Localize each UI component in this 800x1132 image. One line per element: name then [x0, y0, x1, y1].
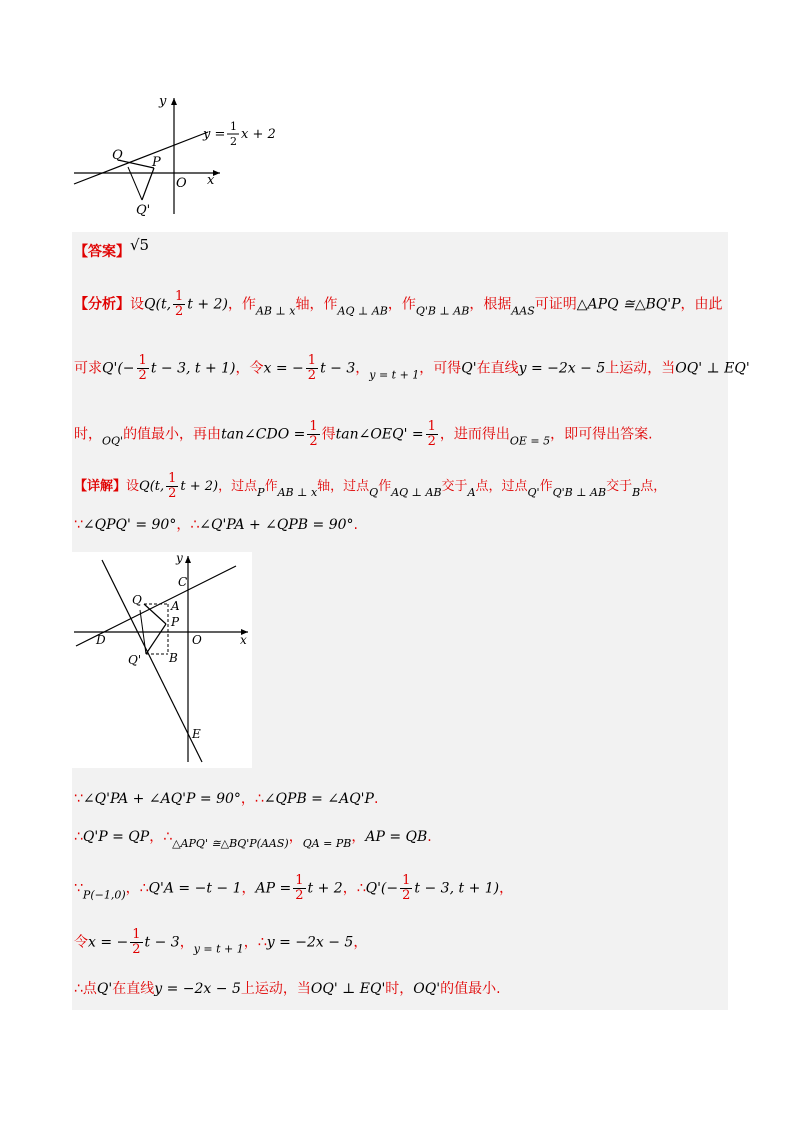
- text: ，即可得出答案.: [550, 426, 653, 443]
- math: OE = 5: [509, 434, 551, 448]
- math: Q'B ⊥ AB: [552, 486, 607, 499]
- y-axis-arrow: [171, 98, 177, 105]
- equation-rhs: x + 2: [241, 127, 276, 142]
- text: ，: [288, 829, 303, 845]
- answer-line: [74, 236, 149, 261]
- label-B: B: [169, 651, 178, 665]
- math: t − 3: [144, 934, 180, 951]
- math: t − 3: [320, 360, 356, 377]
- text: ，: [355, 360, 370, 377]
- text: 作: [264, 479, 278, 494]
- segment-PQprime: [146, 624, 166, 654]
- text: ，: [149, 829, 164, 845]
- text: 在直线: [112, 981, 155, 997]
- text: 点，过点: [475, 479, 528, 494]
- math: A: [467, 486, 476, 499]
- math: Q': [96, 981, 113, 997]
- math: Q'A = −t − 1: [148, 880, 242, 897]
- because-symbol: ∵: [74, 791, 83, 807]
- frac-num: 1: [402, 873, 411, 888]
- frac-num: 1: [138, 353, 147, 368]
- label-Q: Q: [132, 593, 142, 607]
- segment-QP: [118, 160, 154, 168]
- frac-num: 1: [427, 419, 436, 434]
- analysis-line-3: [74, 420, 653, 449]
- because-symbol: ∵: [74, 517, 83, 533]
- text: ，作: [227, 296, 256, 313]
- label-O: O: [176, 176, 187, 191]
- text: ，作: [387, 296, 416, 313]
- text: 的值最小.: [440, 981, 501, 997]
- text: ，: [499, 880, 514, 897]
- math: Q'(−: [365, 880, 399, 897]
- math: y = −2x − 5: [154, 981, 241, 997]
- fraction: [130, 928, 142, 957]
- text: ，令: [235, 360, 264, 377]
- figure-2-graph: [72, 552, 252, 768]
- text: ，根据: [469, 296, 512, 313]
- therefore-symbol: ∴: [257, 934, 267, 951]
- analysis-tag: 【分析】: [74, 296, 130, 313]
- fraction: [307, 420, 319, 449]
- therefore-symbol: ∴: [190, 517, 200, 533]
- math: AQ ⊥ AB: [337, 304, 388, 318]
- math: Q(t,: [144, 296, 172, 313]
- text: ，: [351, 829, 366, 845]
- math: y = −2x − 5: [518, 360, 606, 377]
- detail-line-6: [74, 928, 367, 957]
- therefore-symbol: ∴: [74, 829, 83, 845]
- equation-den: 2: [230, 135, 237, 148]
- text: 交于: [606, 479, 633, 494]
- math: ∠Q'PA + ∠AQ'P = 90°: [82, 791, 241, 807]
- label-P: P: [152, 155, 161, 170]
- math: t + 2: [307, 880, 343, 897]
- line-y-half-x-plus-2: [74, 132, 208, 184]
- text: 轴，过点: [317, 479, 370, 494]
- frac-num: 1: [309, 419, 318, 434]
- text: 可求: [74, 360, 102, 377]
- text: .: [353, 517, 358, 533]
- text: 设: [126, 479, 140, 494]
- text: .: [373, 791, 379, 807]
- detail-line-2: [74, 514, 358, 534]
- math: AB ⊥ x: [277, 486, 318, 499]
- text: 点: [82, 981, 97, 997]
- math: AP =: [255, 880, 292, 897]
- math: y = −2x − 5: [266, 934, 354, 951]
- detail-tag: 【详解】: [74, 479, 127, 494]
- math: t + 2): [180, 479, 219, 494]
- math: B: [632, 486, 641, 499]
- text: .: [427, 829, 432, 845]
- label-P: P: [171, 615, 180, 629]
- math: OQ': [413, 981, 441, 997]
- text: 轴，作: [295, 296, 338, 313]
- math: QA = PB: [302, 837, 352, 850]
- label-x: x: [240, 633, 247, 647]
- fraction: [400, 874, 412, 903]
- math: x = −: [263, 360, 304, 377]
- math: △APQ ≅△BQ'P: [576, 296, 681, 313]
- math: ∠QPQ' = 90°: [82, 517, 177, 533]
- label-C: C: [178, 575, 188, 589]
- detail-line-5: [74, 874, 513, 903]
- math: AB ⊥ x: [255, 304, 296, 318]
- fraction: [173, 290, 185, 319]
- text: 上运动，当: [240, 981, 311, 997]
- text: 上运动，当: [605, 360, 676, 377]
- text: 交于: [441, 479, 468, 494]
- y-axis-arrow: [185, 556, 191, 563]
- frac-num: 1: [307, 353, 317, 368]
- frac-den: 2: [307, 368, 317, 383]
- math: Q': [527, 486, 540, 499]
- math: OQ': [102, 434, 124, 448]
- therefore-symbol: ∴: [356, 880, 366, 897]
- because-symbol: ∵: [74, 880, 83, 897]
- math: Q'B ⊥ AB: [415, 304, 470, 318]
- label-Qprime: Q': [128, 653, 142, 667]
- label-O: O: [192, 633, 202, 647]
- frac-den: 2: [175, 304, 184, 319]
- frac-num: 1: [168, 471, 177, 486]
- text: ，: [353, 934, 368, 951]
- label-y: y: [176, 552, 183, 565]
- math: t − 3, t + 1): [414, 880, 500, 897]
- frac-den: 2: [168, 486, 177, 501]
- fraction: [293, 874, 305, 903]
- math: AAS: [511, 304, 535, 318]
- fraction: [306, 354, 318, 383]
- label-x: x: [207, 173, 215, 188]
- math: x = −: [88, 934, 129, 951]
- detail-line-1: [74, 472, 666, 501]
- text: 时，: [74, 426, 102, 443]
- math: Q'(−: [102, 360, 135, 377]
- analysis-line-1: [74, 290, 723, 319]
- frac-num: 1: [295, 873, 304, 888]
- fraction: [137, 354, 149, 383]
- text: 得: [321, 426, 336, 443]
- analysis-line-2: [74, 354, 750, 383]
- answer-tag: 【答案】: [74, 244, 130, 260]
- therefore-symbol: ∴: [254, 791, 264, 807]
- label-E: E: [192, 727, 201, 741]
- therefore-symbol: ∴: [163, 829, 173, 845]
- text: 作: [378, 479, 392, 494]
- label-Q: Q: [112, 148, 123, 163]
- text: 作: [539, 479, 553, 494]
- text: ，过点: [218, 479, 258, 494]
- math: y = t + 1: [369, 368, 420, 382]
- fraction: [426, 420, 438, 449]
- frac-den: 2: [427, 434, 436, 449]
- detail-line-3: [74, 788, 378, 808]
- therefore-symbol: ∴: [139, 880, 149, 897]
- equation-num: 1: [230, 120, 237, 133]
- math: AP = QB: [365, 829, 428, 845]
- frac-den: 2: [138, 368, 147, 383]
- math: P: [257, 486, 265, 499]
- text: 点，: [640, 479, 667, 494]
- label-A: A: [171, 599, 180, 613]
- math: Q': [461, 360, 477, 377]
- frac-den: 2: [295, 888, 304, 903]
- math: Q: [369, 486, 379, 499]
- segment-QprimeQ: [128, 167, 142, 200]
- math: Q(t,: [139, 479, 165, 494]
- text: ，由此: [680, 296, 723, 313]
- math: P(−1,0): [82, 888, 126, 902]
- text: ，可得: [419, 360, 462, 377]
- text: ，: [342, 880, 357, 897]
- math: tan∠OEQ' =: [335, 426, 424, 443]
- text: ，: [241, 880, 256, 897]
- math: OQ' ⊥ EQ': [310, 981, 386, 997]
- math: AQ ⊥ AB: [391, 486, 442, 499]
- text: 设: [130, 296, 144, 313]
- text: ，: [125, 880, 140, 897]
- frac-num: 1: [132, 927, 141, 942]
- math: y = t + 1: [193, 942, 244, 956]
- label-Qprime: Q': [136, 203, 151, 218]
- math: Q'P = QP: [82, 829, 150, 845]
- answer-value: √5: [130, 236, 150, 254]
- text: ，: [179, 934, 194, 951]
- text: ，: [243, 934, 258, 951]
- math: OQ' ⊥ EQ': [675, 360, 750, 377]
- text: 的值最小，再由: [123, 426, 222, 443]
- figure-1-graph: [70, 92, 290, 218]
- math: tan∠CDO =: [221, 426, 306, 443]
- math: △APQ' ≅△BQ'P(AAS): [172, 837, 289, 850]
- math: ∠QPB = ∠AQ'P: [263, 791, 374, 807]
- text: ，: [176, 517, 191, 533]
- text: 可证明: [534, 296, 577, 313]
- frac-den: 2: [309, 434, 318, 449]
- detail-line-7: [74, 978, 501, 998]
- text: ，进而得出: [439, 426, 510, 443]
- frac-num: 1: [175, 289, 184, 304]
- fraction: [166, 472, 178, 501]
- frac-den: 2: [132, 942, 141, 957]
- text: 令: [74, 934, 88, 951]
- equation-lhs: y =: [203, 127, 226, 142]
- frac-den: 2: [402, 888, 411, 903]
- detail-line-4: [74, 826, 432, 850]
- math: t + 2): [187, 296, 228, 313]
- text: ，: [240, 791, 255, 807]
- therefore-symbol: ∴: [74, 981, 83, 997]
- text: 在直线: [476, 360, 519, 377]
- math: t − 3, t + 1): [150, 360, 236, 377]
- label-y: y: [159, 94, 167, 109]
- label-D: D: [96, 633, 106, 647]
- text: 时，: [385, 981, 414, 997]
- math: ∠Q'PA + ∠QPB = 90°: [199, 517, 354, 533]
